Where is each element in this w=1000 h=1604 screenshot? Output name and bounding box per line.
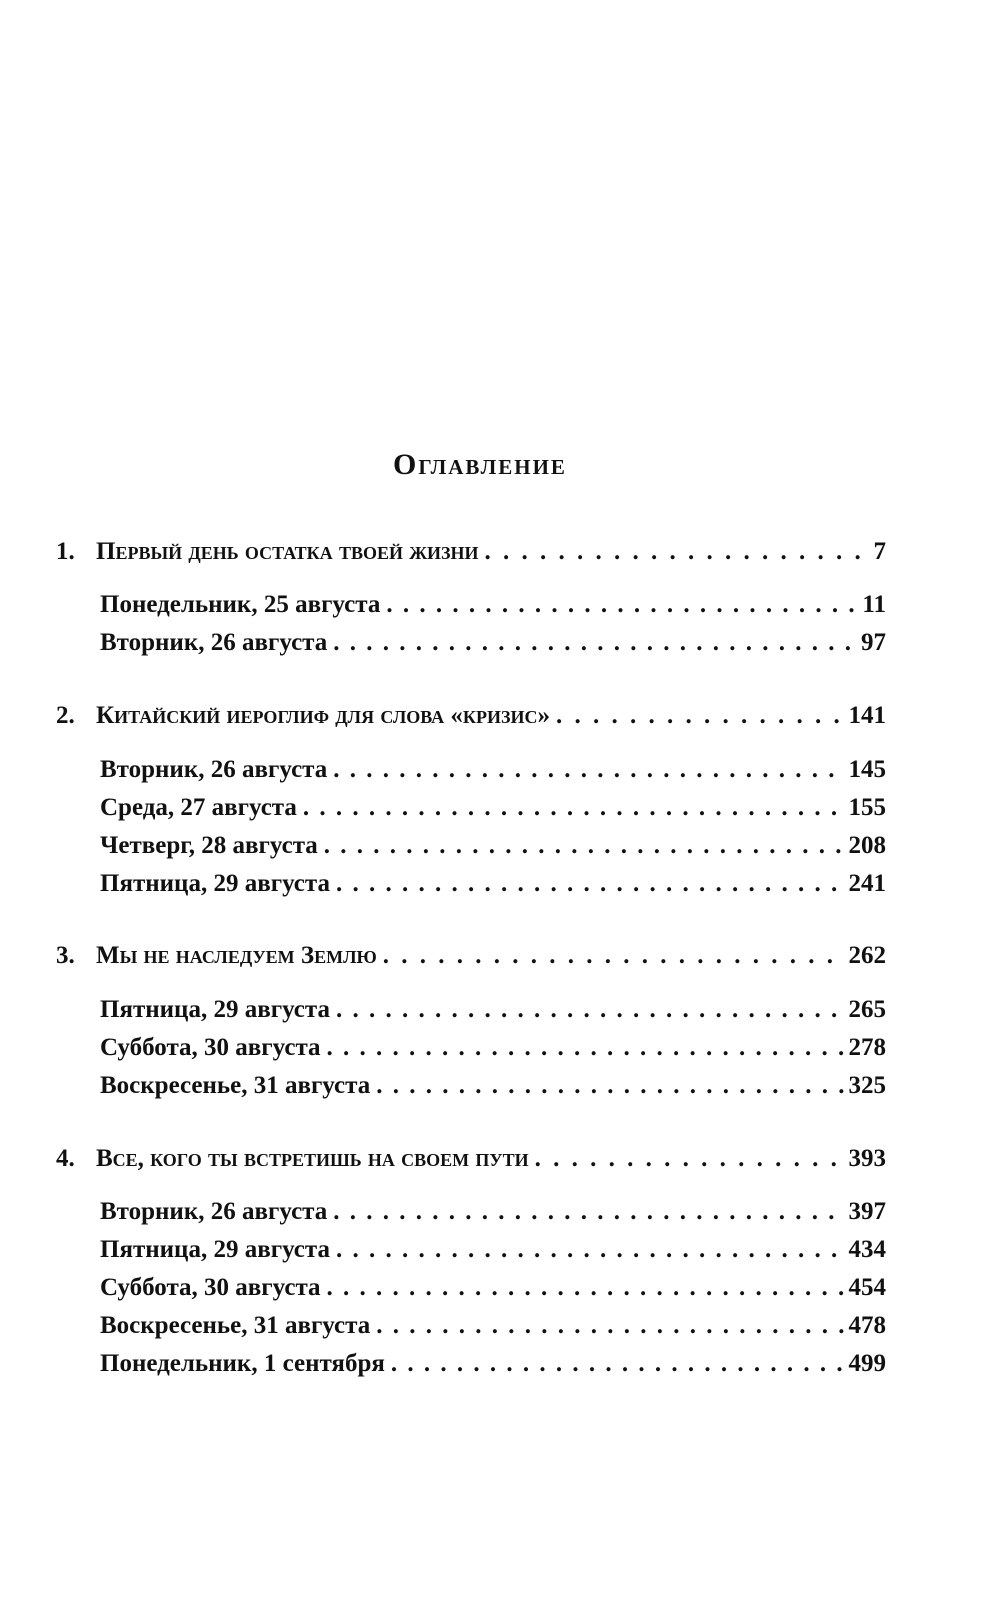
chapter-title: Все, кого ты встретишь на своем пути <box>96 1145 529 1172</box>
dot-leader <box>333 1198 844 1226</box>
entry-page-number: 397 <box>848 1198 886 1225</box>
page-title: Оглавление <box>393 448 567 481</box>
dot-leader <box>336 870 845 898</box>
entry-title: Суббота, 30 августа <box>100 1274 321 1301</box>
toc-entry[interactable] <box>100 1236 886 1264</box>
toc-entry[interactable] <box>100 1274 886 1302</box>
entry-title: Воскресенье, 31 августа <box>100 1072 371 1099</box>
toc-entry[interactable] <box>100 1350 886 1378</box>
chapter-number: 4. <box>56 1145 75 1172</box>
toc-entry[interactable] <box>100 629 886 657</box>
toc-entry[interactable] <box>100 1198 886 1226</box>
dot-leader <box>336 996 845 1024</box>
entry-page-number: 155 <box>848 794 886 821</box>
chapter-label <box>56 702 550 730</box>
entry-title: Вторник, 26 августа <box>100 1198 328 1225</box>
dot-leader <box>324 832 845 860</box>
dot-leader <box>327 1034 845 1062</box>
entry-page-number: 241 <box>848 870 886 897</box>
entry-page-number: 434 <box>848 1236 886 1263</box>
toc-entry[interactable] <box>100 591 886 619</box>
entry-page-number: 325 <box>848 1072 886 1099</box>
chapter-page-number: 393 <box>848 1145 886 1172</box>
entry-title: Пятница, 29 августа <box>100 1236 330 1263</box>
toc-chapter-3[interactable] <box>56 942 886 970</box>
entry-page-number: 208 <box>848 832 886 859</box>
dot-leader <box>376 1312 844 1340</box>
dot-leader <box>485 538 870 566</box>
chapter-label <box>56 538 479 566</box>
chapter-label <box>56 1145 529 1173</box>
dot-leader <box>556 702 845 730</box>
entry-page-number: 11 <box>862 591 886 618</box>
dot-leader <box>376 1072 844 1100</box>
toc-entry[interactable] <box>100 756 886 784</box>
dot-leader <box>386 591 858 619</box>
entry-title: Вторник, 26 августа <box>100 629 328 656</box>
entry-page-number: 97 <box>861 629 886 656</box>
dot-leader <box>383 942 845 970</box>
dot-leader <box>336 1236 845 1264</box>
entry-title: Суббота, 30 августа <box>100 1034 321 1061</box>
chapter-page-number: 141 <box>848 702 886 729</box>
toc-entry[interactable] <box>100 832 886 860</box>
chapter-label <box>56 942 377 970</box>
toc-chapter-4[interactable] <box>56 1145 886 1173</box>
dot-leader <box>303 794 845 822</box>
entry-page-number: 265 <box>848 996 886 1023</box>
dot-leader <box>327 1274 845 1302</box>
chapter-number: 3. <box>56 942 75 969</box>
chapter-page-number: 7 <box>873 538 886 565</box>
chapter-title: Китайский иероглиф для слова «кризис» <box>96 702 550 729</box>
entry-title: Вторник, 26 августа <box>100 756 328 783</box>
toc-entry[interactable] <box>100 1312 886 1340</box>
dot-leader <box>535 1145 845 1173</box>
entry-title: Понедельник, 1 сентября <box>100 1350 385 1377</box>
chapter-title: Мы не наследуем Землю <box>96 942 377 969</box>
toc-entry[interactable] <box>100 794 886 822</box>
chapter-number: 1. <box>56 538 75 565</box>
entry-page-number: 278 <box>848 1034 886 1061</box>
toc-chapter-2[interactable] <box>56 702 886 730</box>
entry-title: Четверг, 28 августа <box>100 832 318 859</box>
entry-title: Пятница, 29 августа <box>100 996 330 1023</box>
chapter-page-number: 262 <box>848 942 886 969</box>
dot-leader <box>333 629 857 657</box>
entry-page-number: 454 <box>848 1274 886 1301</box>
toc-entry[interactable] <box>100 1034 886 1062</box>
entry-title: Воскресенье, 31 августа <box>100 1312 371 1339</box>
entry-page-number: 145 <box>848 756 886 783</box>
dot-leader <box>333 756 844 784</box>
entry-page-number: 499 <box>848 1350 886 1377</box>
toc-entry[interactable] <box>100 1072 886 1100</box>
toc-entry[interactable] <box>100 870 886 898</box>
entry-title: Среда, 27 августа <box>100 794 297 821</box>
entry-page-number: 478 <box>848 1312 886 1339</box>
dot-leader <box>391 1350 845 1378</box>
toc-entry[interactable] <box>100 996 886 1024</box>
chapter-number: 2. <box>56 702 75 729</box>
entry-title: Понедельник, 25 августа <box>100 591 381 618</box>
entry-title: Пятница, 29 августа <box>100 870 330 897</box>
chapter-title: Первый день остатка твоей жизни <box>96 538 479 565</box>
toc-chapter-1[interactable] <box>56 538 886 566</box>
